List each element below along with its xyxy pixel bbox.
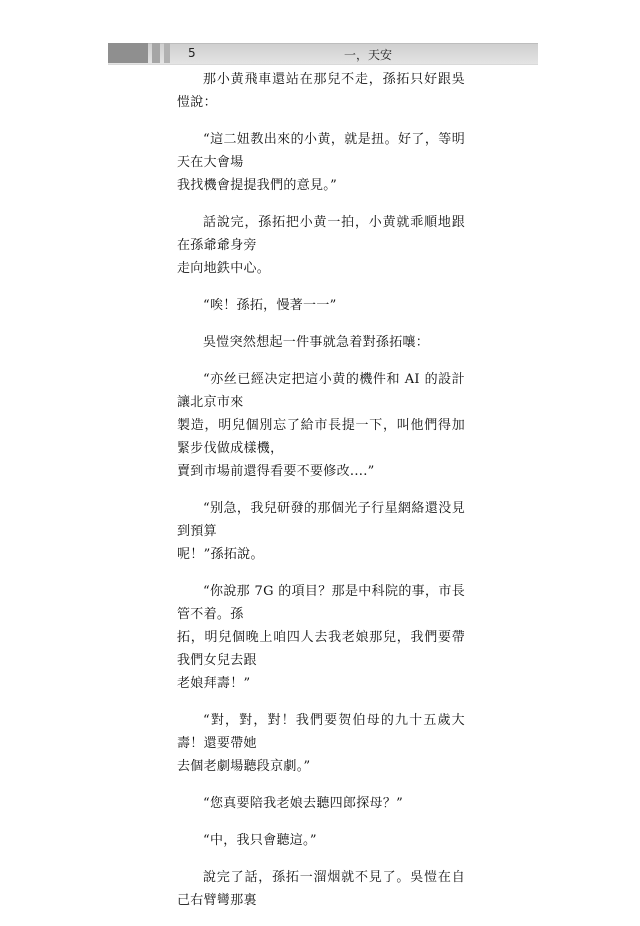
paragraph: 話說完，孫拓把小黄一拍，小黄就乖順地跟在孫爺爺身旁 走向地鉄中心。 [177,215,465,276]
header-block [152,43,160,63]
chapter-title: 一，天安 [344,48,393,62]
page-number: 5 [188,46,196,60]
paragraph: “這二妞教出來的小黄，就是扭。好了，等明天在大會場 我找機會提提我們的意見。” [177,132,465,193]
paragraph: “中，我只會聽這。” [203,833,317,848]
page-header [0,0,640,70]
paragraph: “唉！孫拓，慢著一一” [203,298,337,313]
paragraph: “你說那 7G 的項目？那是中科院的事，市長管不着。孫 拓，明兒個晚上咱四人去我老娘那兒，我們要帶我們女兒去跟 老娘拜壽！” [177,584,465,691]
header-block [108,43,148,63]
paragraph: 說完了話，孫拓一溜烟就不見了。吳愷在自己右臂彎那裏 [177,870,465,908]
paragraph: 那小黄飛車還站在那兒不走，孫拓只好跟吳愷說： [177,72,465,110]
paragraph: “别急，我兒研發的那個光子行星網絡還没見到預算 呢！”孫拓說。 [177,501,465,562]
paragraph: “亦丝已經决定把這小黄的機件和 AI 的設計讓北京市來 製造，明兒個別忘了給市長提一下，叫他們得加緊步伐做成樣機， 賣到市場前還得看要不要修改....” [177,372,465,479]
paragraph: 吳愷突然想起一件事就急着對孫拓嚷： [203,335,430,350]
header-block [164,43,170,63]
paragraph: “您真要陪我老娘去聽四郎探母？” [203,796,404,811]
page-body [177,68,465,926]
paragraph: “對，對，對！我們要贺伯母的九十五歲大壽！還要帶她 去個老劇場聽段京劇。” [177,713,465,774]
header-decoration [108,43,174,63]
